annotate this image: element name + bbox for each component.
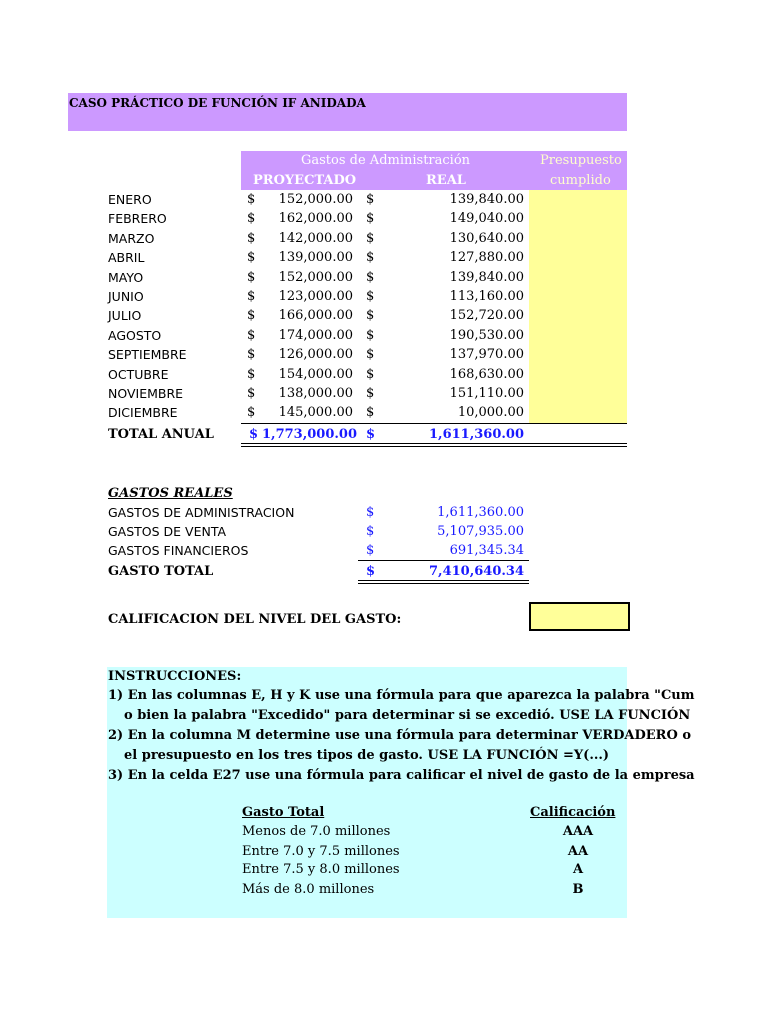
header-proyectado: PROYECTADO: [253, 173, 357, 188]
real-value[interactable]: 149,040.00: [449, 211, 524, 226]
gasto-admin-value[interactable]: 1,611,360.00: [437, 505, 524, 520]
real-currency: $: [366, 367, 375, 382]
calificacion-label: CALIFICACION DEL NIVEL DEL GASTO:: [108, 612, 402, 627]
real-value[interactable]: 190,530.00: [449, 328, 524, 343]
gasto-total-label: GASTO TOTAL: [108, 564, 214, 579]
proj-value[interactable]: 166,000.00: [278, 308, 353, 323]
month-label: SEPTIEMBRE: [108, 347, 187, 362]
instruccion-line: 1) En las columnas E, H y K use una fórmula para que aparezca la palabra "Cum: [108, 688, 695, 703]
total-anual-proj-currency: $: [249, 427, 259, 442]
gasto-total-double-2: [358, 583, 529, 584]
tabla-gasto-cell: Más de 8.0 millones: [242, 882, 375, 897]
total-anual-proj[interactable]: 1,773,000.00: [262, 427, 357, 442]
gasto-financieros-label: GASTOS FINANCIEROS: [108, 543, 249, 558]
proj-currency: $: [247, 192, 256, 207]
proj-currency: $: [247, 270, 256, 285]
month-label: MAYO: [108, 270, 144, 285]
month-label: FEBRERO: [108, 211, 167, 226]
proj-value[interactable]: 152,000.00: [278, 270, 353, 285]
tabla-gasto-cell: Entre 7.5 y 8.0 millones: [242, 862, 400, 877]
total-anual-real[interactable]: 1,611,360.00: [429, 427, 524, 442]
tabla-gasto-cell: Menos de 7.0 millones: [242, 824, 391, 839]
proj-currency: $: [247, 308, 256, 323]
month-label: ABRIL: [108, 250, 145, 265]
gasto-venta-value[interactable]: 5,107,935.00: [437, 524, 524, 539]
real-value[interactable]: 152,720.00: [449, 308, 524, 323]
instrucciones-text: [108, 688, 695, 788]
proj-currency: $: [247, 328, 256, 343]
proj-value[interactable]: 138,000.00: [278, 386, 353, 401]
month-label: MARZO: [108, 231, 155, 246]
proj-currency: $: [247, 231, 256, 246]
proj-currency: $: [247, 367, 256, 382]
real-currency: $: [366, 386, 375, 401]
tabla-gasto-cell: Entre 7.0 y 7.5 millones: [242, 844, 400, 859]
gasto-financieros-value[interactable]: 691,345.34: [449, 543, 524, 558]
gasto-financieros-currency: $: [366, 543, 375, 558]
gasto-admin-currency: $: [366, 505, 375, 520]
header-cumplido: cumplido: [550, 173, 611, 188]
real-currency: $: [366, 308, 375, 323]
real-value[interactable]: 137,970.00: [449, 347, 524, 362]
proj-value[interactable]: 139,000.00: [278, 250, 353, 265]
real-value[interactable]: 10,000.00: [457, 405, 524, 420]
gasto-venta-label: GASTOS DE VENTA: [108, 524, 227, 539]
proj-value[interactable]: 145,000.00: [278, 405, 353, 420]
proj-currency: $: [247, 289, 256, 304]
tabla-head-calificacion: Calificación: [530, 805, 616, 820]
total-double-border-1: [241, 443, 627, 444]
instrucciones-heading: INSTRUCCIONES:: [108, 669, 242, 684]
real-value[interactable]: 130,640.00: [449, 231, 524, 246]
real-currency: $: [366, 347, 375, 362]
proj-value[interactable]: 154,000.00: [278, 367, 353, 382]
gasto-total-top-border: [358, 560, 529, 561]
gasto-venta-currency: $: [366, 524, 375, 539]
tabla-calif-cell: AA: [567, 844, 589, 859]
instruccion-line: 3) En la celda E27 use una fórmula para calificar el nivel de gasto de la empresa: [108, 768, 695, 783]
gastos-reales-heading: GASTOS REALES: [108, 486, 233, 501]
real-currency: $: [366, 211, 375, 226]
month-label: JUNIO: [108, 289, 144, 304]
real-value[interactable]: 139,840.00: [449, 270, 524, 285]
real-value[interactable]: 113,160.00: [449, 289, 524, 304]
real-currency: $: [366, 250, 375, 265]
real-currency: $: [366, 231, 375, 246]
gasto-admin-label: GASTOS DE ADMINISTRACION: [108, 505, 295, 520]
month-label: JULIO: [108, 308, 142, 323]
header-presupuesto: Presupuesto: [540, 153, 622, 168]
gasto-total-double-1: [358, 580, 529, 581]
calificacion-cell[interactable]: [529, 602, 630, 631]
month-label: OCTUBRE: [108, 367, 169, 382]
instruccion-line: 2) En la columna M determine use una fórmula para determinar VERDADERO o: [108, 728, 692, 743]
tabla-calif-cell: A: [572, 862, 584, 877]
gasto-total-currency: $: [366, 564, 376, 579]
page-title: CASO PRÁCTICO DE FUNCIÓN IF ANIDADA: [69, 96, 366, 110]
real-currency: $: [366, 270, 375, 285]
proj-value[interactable]: 142,000.00: [278, 231, 353, 246]
proj-currency: $: [247, 211, 256, 226]
instruccion-line: el presupuesto en los tres tipos de gasto. USE LA FUNCIÓN =Y(...): [124, 748, 610, 763]
real-value[interactable]: 139,840.00: [449, 192, 524, 207]
proj-value[interactable]: 123,000.00: [278, 289, 353, 304]
tabla-calif-cell: AAA: [562, 824, 594, 839]
real-value[interactable]: 151,110.00: [449, 386, 524, 401]
real-currency: $: [366, 289, 375, 304]
proj-currency: $: [247, 386, 256, 401]
real-currency: $: [366, 405, 375, 420]
month-label: NOVIEMBRE: [108, 386, 184, 401]
proj-value[interactable]: 174,000.00: [278, 328, 353, 343]
tabla-head-gasto: Gasto Total: [242, 805, 325, 820]
proj-value[interactable]: 126,000.00: [278, 347, 353, 362]
proj-currency: $: [247, 347, 256, 362]
month-label: ENERO: [108, 192, 152, 207]
month-label: DICIEMBRE: [108, 405, 178, 420]
month-label: AGOSTO: [108, 328, 162, 343]
total-top-border: [241, 423, 627, 424]
real-value[interactable]: 168,630.00: [449, 367, 524, 382]
proj-value[interactable]: 162,000.00: [278, 211, 353, 226]
total-anual-label: TOTAL ANUAL: [108, 427, 214, 442]
instruccion-line: o bien la palabra "Excedido" para determinar si se excedió. USE LA FUNCIÓN: [124, 708, 691, 723]
real-value[interactable]: 127,880.00: [449, 250, 524, 265]
header-group-label: Gastos de Administración: [301, 153, 471, 168]
proj-currency: $: [247, 250, 256, 265]
real-currency: $: [366, 328, 375, 343]
tabla-calif-cell: B: [572, 882, 584, 897]
header-real: REAL: [426, 173, 466, 188]
proj-value[interactable]: 152,000.00: [278, 192, 353, 207]
real-currency: $: [366, 192, 375, 207]
gasto-total-value[interactable]: 7,410,640.34: [429, 564, 524, 579]
total-double-border-2: [241, 446, 627, 447]
total-anual-real-currency: $: [366, 427, 376, 442]
presupuesto-cumplido-column[interactable]: [529, 190, 627, 424]
proj-currency: $: [247, 405, 256, 420]
